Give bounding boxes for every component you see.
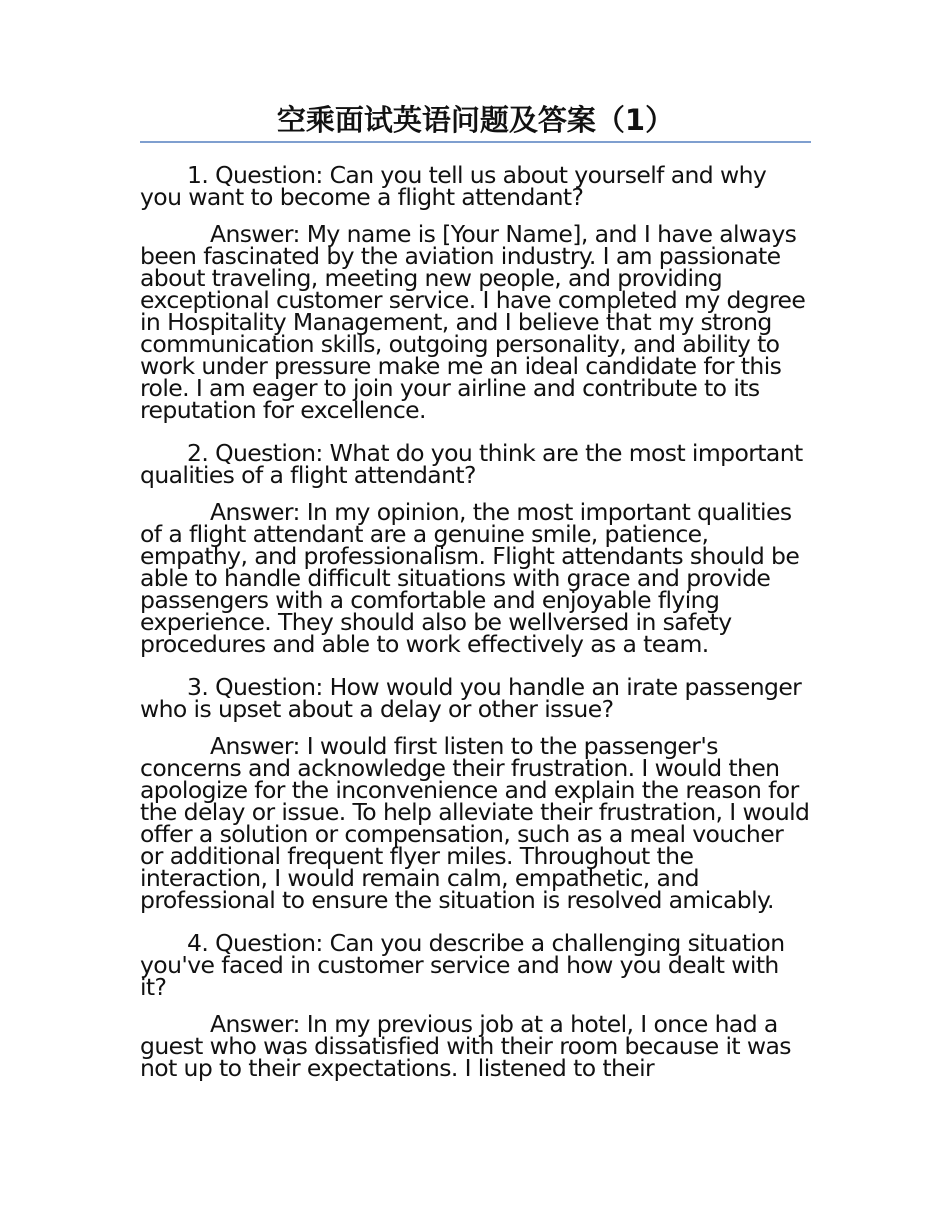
question-3: 3. Question: How would you handle an irate passenger who is upset about a delay or other issue? (140, 673, 802, 723)
document-title: 空乘面试英语问题及答案（1） (140, 100, 811, 143)
answer-2: Answer: In my opinion, the most important qualities of a flight attendant are a genuine smile, patience, empathy, and professionalism. Flight attendants should be able to handle difficult situations with grace and provide passengers with a comfortable and enjoyable flying experience. They should also be wellversed in safety procedures and able to work effectively as a team. (140, 498, 800, 658)
answer-3: Answer: I would first listen to the passenger's concerns and acknowledge their frustration. I would then apologize for the inconvenience and explain the reason for the delay or issue. To help alleviate their frustration, I would offer a solution or compensation, such as a meal voucher or additional frequent flyer miles. Throughout the interaction, I would remain calm, empathetic, and professional to ensure the situation is resolved amicably. (140, 732, 810, 914)
document-page (140, 100, 811, 1082)
answer-1: Answer: My name is [Your Name], and I have always been fascinated by the aviation industry. I am passionate about traveling, meeting new people, and providing exceptional customer service. I have completed my degree in Hospitality Management, and I believe that my strong communication skills, outgoing personality, and ability to work under pressure make me an ideal candidate for this role. I am eager to join your airline and contribute to its reputation for excellence. (140, 220, 806, 424)
question-4: 4. Question: Can you describe a challenging situation you've faced in customer service and how you dealt with it? (140, 929, 785, 1001)
question-1: 1. Question: Can you tell us about yourself and why you want to become a flight attendant? (140, 161, 767, 211)
question-2: 2. Question: What do you think are the most important qualities of a flight attendant? (140, 439, 803, 489)
answer-4: Answer: In my previous job at a hotel, I once had a guest who was dissatisfied with their room because it was not up to their expectations. I listened to their (140, 1010, 791, 1082)
